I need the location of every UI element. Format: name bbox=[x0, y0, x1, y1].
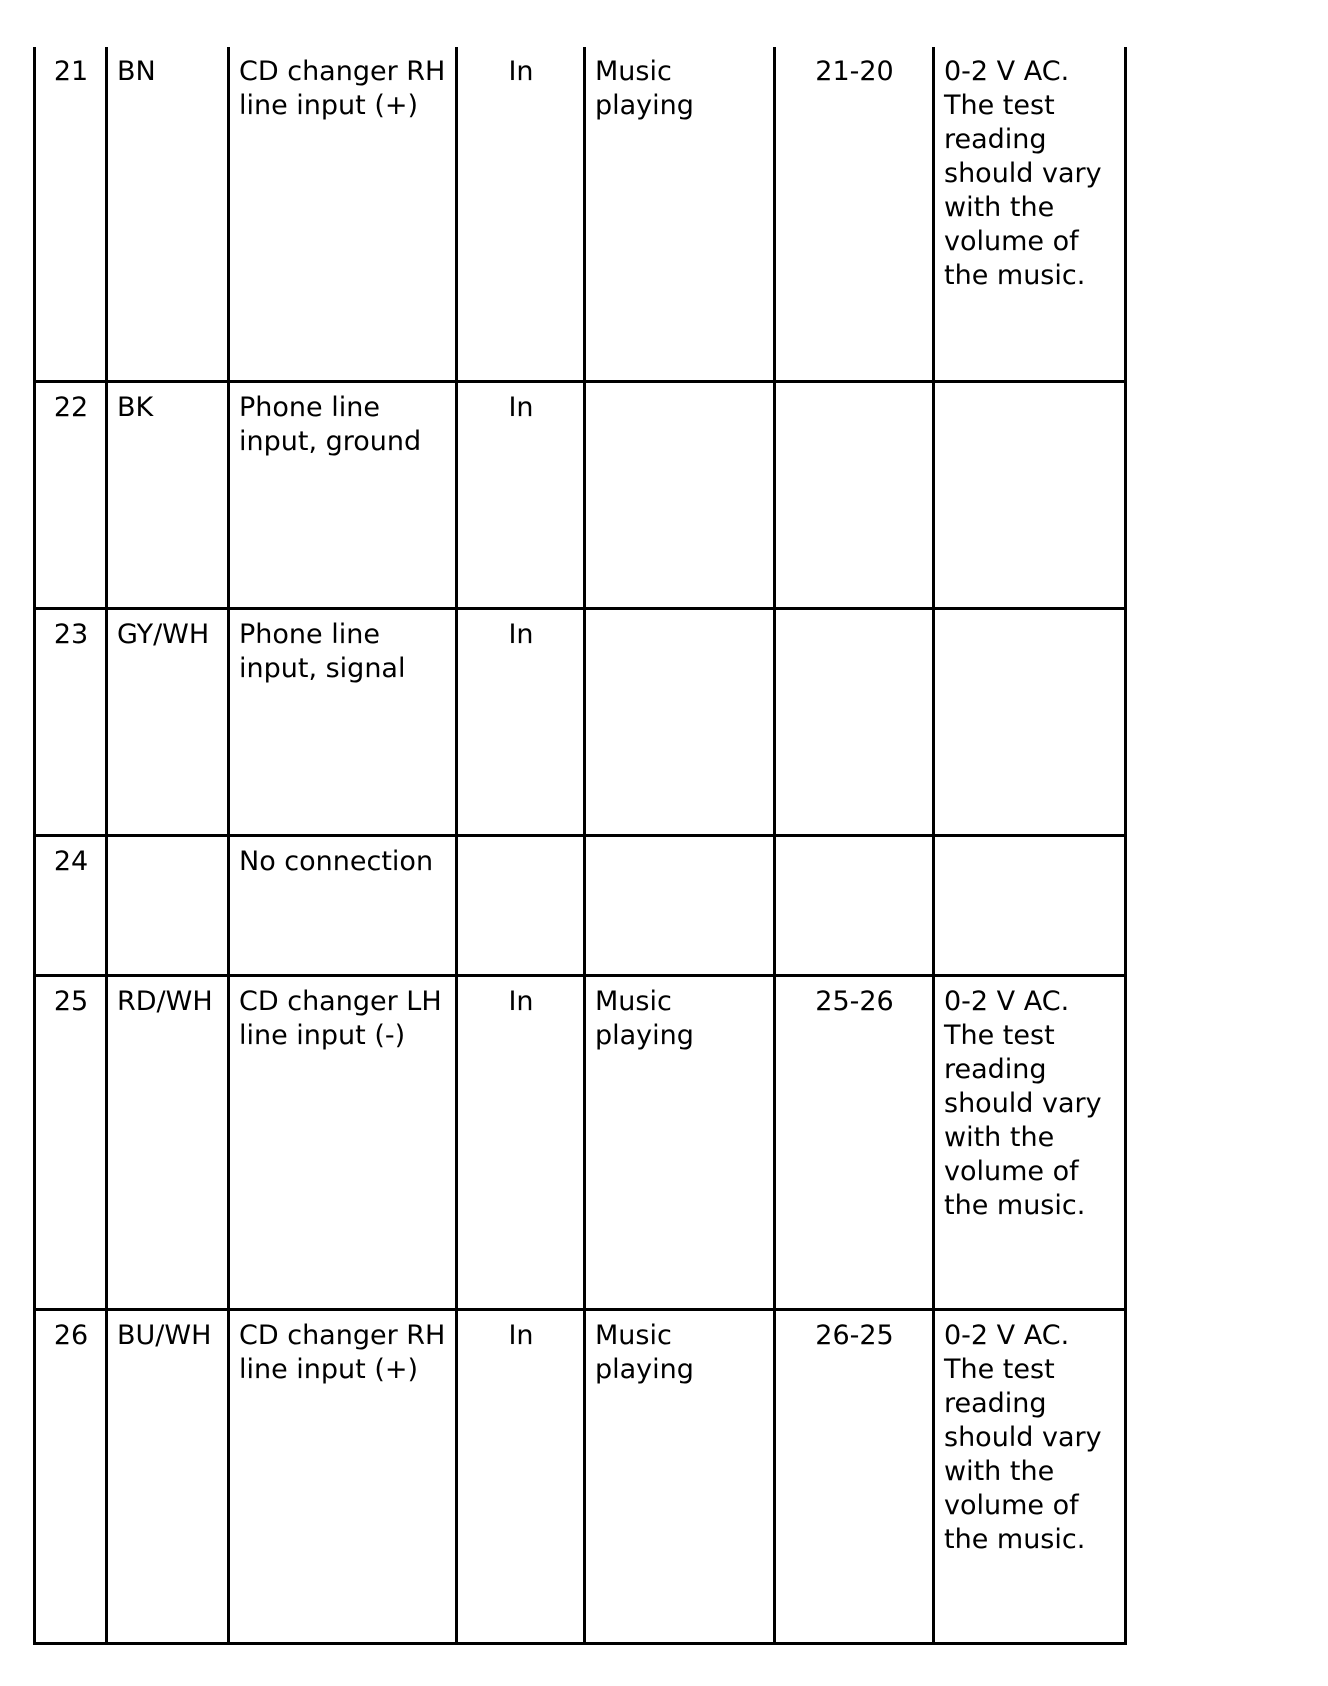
pinout-table bbox=[33, 47, 1127, 1645]
wire-color: RD/WH bbox=[107, 975, 229, 1309]
pin-number: 24 bbox=[35, 835, 107, 975]
measure-pins: 21-20 bbox=[775, 47, 934, 381]
condition: Music playing bbox=[585, 1309, 775, 1643]
wire-color: BU/WH bbox=[107, 1309, 229, 1643]
pin-number: 26 bbox=[35, 1309, 107, 1643]
pin-number: 21 bbox=[35, 47, 107, 381]
wire-color bbox=[107, 835, 229, 975]
direction bbox=[457, 835, 585, 975]
pin-number: 23 bbox=[35, 608, 107, 835]
condition bbox=[585, 835, 775, 975]
condition: Music playing bbox=[585, 47, 775, 381]
note: 0-2 V AC. The test reading should vary with the volume of the music. bbox=[934, 1309, 1126, 1643]
measure-pins bbox=[775, 381, 934, 608]
direction: In bbox=[457, 1309, 585, 1643]
measure-pins: 26-25 bbox=[775, 1309, 934, 1643]
table-row bbox=[35, 975, 1126, 1309]
condition bbox=[585, 381, 775, 608]
condition bbox=[585, 608, 775, 835]
description: CD changer LH line input (-) bbox=[229, 975, 457, 1309]
wire-color: BK bbox=[107, 381, 229, 608]
note bbox=[934, 608, 1126, 835]
description: CD changer RH line input (+) bbox=[229, 1309, 457, 1643]
description: No connection bbox=[229, 835, 457, 975]
table-row bbox=[35, 1309, 1126, 1643]
description: CD changer RH line input (+) bbox=[229, 47, 457, 381]
direction: In bbox=[457, 381, 585, 608]
measure-pins bbox=[775, 608, 934, 835]
condition: Music playing bbox=[585, 975, 775, 1309]
pin-number: 22 bbox=[35, 381, 107, 608]
wire-color: BN bbox=[107, 47, 229, 381]
table-row bbox=[35, 381, 1126, 608]
direction: In bbox=[457, 47, 585, 381]
direction: In bbox=[457, 608, 585, 835]
wire-color: GY/WH bbox=[107, 608, 229, 835]
description: Phone line input, ground bbox=[229, 381, 457, 608]
table-row bbox=[35, 608, 1126, 835]
note bbox=[934, 835, 1126, 975]
pin-number: 25 bbox=[35, 975, 107, 1309]
direction: In bbox=[457, 975, 585, 1309]
measure-pins bbox=[775, 835, 934, 975]
table-row bbox=[35, 835, 1126, 975]
note: 0-2 V AC. The test reading should vary with the volume of the music. bbox=[934, 47, 1126, 381]
note bbox=[934, 381, 1126, 608]
measure-pins: 25-26 bbox=[775, 975, 934, 1309]
note: 0-2 V AC. The test reading should vary with the volume of the music. bbox=[934, 975, 1126, 1309]
description: Phone line input, signal bbox=[229, 608, 457, 835]
table-row bbox=[35, 47, 1126, 381]
